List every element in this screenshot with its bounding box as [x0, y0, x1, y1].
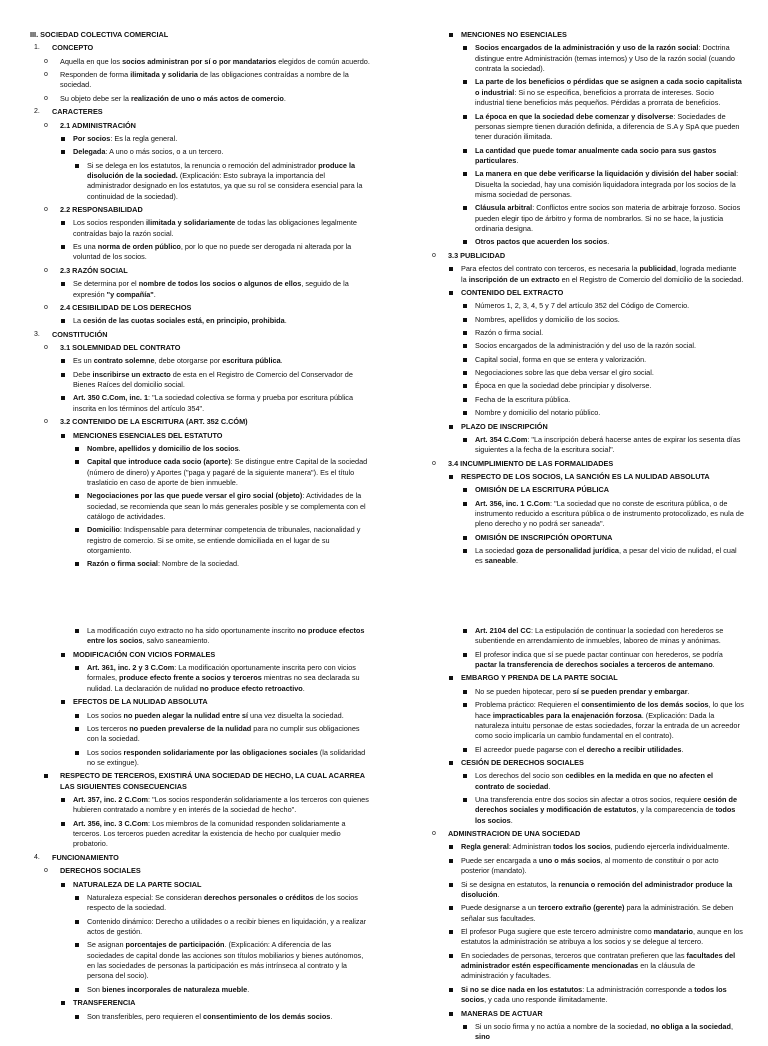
item-text: Los terceros no pueden prevalerse de la nulidad para no cumplir sus obligaciones con la sociedad. — [87, 723, 360, 744]
item-text: 3.4 INCUMPLIMIENTO DE LAS FORMALIDADES — [448, 458, 614, 468]
item-text: Puede ser encargada a uno o más socios, al momento de constituir o por acto posterior (mandato). — [461, 855, 719, 876]
item-text: Su objeto debe ser la realización de uno o más actos de comercio. — [60, 93, 286, 103]
item-text: Art. 356, inc. 3 C.Com: Los miembros de la comunidad responden solidariamente a terceros. Los terceros pueden acreditar la existencia de hecho por cualquier medio probatorio. — [73, 818, 346, 849]
list-item — [418, 203, 744, 234]
list-item — [418, 829, 744, 839]
list-item — [418, 381, 744, 391]
square-bullet-icon — [449, 845, 453, 849]
item-text: Responden de forma ilimitada y solidaria de las obligaciones contraídas a nombre de la sociedad. — [60, 70, 349, 90]
square-bullet-icon — [463, 384, 467, 388]
list-item — [418, 795, 744, 826]
item-text: La cantidad que puede tomar anualmente cada socio para sus gastos particulares. — [475, 145, 717, 165]
item-text: 2.3 RAZÓN SOCIAL — [60, 265, 128, 275]
list-item — [30, 998, 370, 1008]
square-bullet-icon — [463, 304, 467, 308]
square-bullet-icon — [61, 396, 65, 400]
list-item — [418, 472, 744, 482]
square-bullet-icon — [75, 896, 79, 900]
item-text: Domicilio: Indispensable para determinar competencia de tribunales, nacionalidad y registro de comercio. Si se omite, se entiende domiciliada en el lugar de su otorgamiento. — [87, 525, 361, 556]
square-bullet-icon — [61, 822, 65, 826]
list-item — [30, 697, 370, 707]
list-item — [30, 917, 370, 938]
square-bullet-icon — [463, 115, 467, 119]
square-bullet-icon — [463, 549, 467, 553]
list-item — [30, 316, 370, 326]
square-bullet-icon — [61, 798, 65, 802]
square-bullet-icon — [75, 988, 79, 992]
square-bullet-icon — [449, 954, 453, 958]
square-bullet-icon — [449, 475, 453, 479]
item-text: 3.2 CONTENIDO DE LA ESCRITURA (ART. 352 C.CÓM) — [60, 417, 248, 427]
list-item — [418, 112, 744, 143]
list-item — [30, 107, 370, 117]
list-item — [30, 771, 370, 792]
item-text: Una transferencia entre dos socios sin afectar a otros socios, requiere cesión de derechos sociales y modificación de estatutos, y la comparecencia de todos los socios. — [475, 795, 738, 825]
list-item — [418, 328, 744, 338]
square-bullet-icon — [463, 629, 467, 633]
square-bullet-icon — [449, 33, 453, 37]
list-marker: 4. — [34, 853, 40, 861]
square-bullet-icon — [75, 943, 79, 947]
list-item — [30, 748, 370, 769]
item-text: Nombres, apellidos y domicilio de los socios. — [475, 314, 620, 324]
square-bullet-icon — [61, 373, 65, 377]
square-bullet-icon — [449, 267, 453, 271]
item-text: Regla general: Administran todos los socios, pudiendo ejercerla individualmente. — [461, 842, 730, 852]
item-text: Números 1, 2, 3, 4, 5 y 7 del artículo 352 del Código de Comercio. — [475, 301, 690, 311]
list-item — [30, 134, 370, 144]
list-item — [30, 444, 370, 454]
square-bullet-icon — [463, 331, 467, 335]
square-bullet-icon — [75, 1015, 79, 1019]
list-item — [30, 343, 370, 353]
list-item — [30, 819, 370, 850]
square-bullet-icon — [75, 562, 79, 566]
list-item — [30, 431, 370, 441]
square-bullet-icon — [449, 930, 453, 934]
item-text: Negociaciones sobre las que deba versar el giro social. — [475, 368, 654, 378]
list-item — [30, 559, 370, 569]
item-text: Para efectos del contrato con terceros, es necesaria la publicidad, lograda mediante la inscripción de un extracto en el Registro de Comercio del domicilio de la sociedad. — [461, 264, 744, 284]
square-bullet-icon — [75, 714, 79, 718]
square-bullet-icon — [61, 221, 65, 225]
list-marker: o — [44, 418, 48, 426]
item-text: La cesión de las cuotas sociales está, en principio, prohibida. — [73, 316, 287, 326]
list-item — [418, 903, 744, 924]
item-text: Los derechos del socio son cedibles en la medida en que no afecten el contrato de sociedad. — [475, 771, 714, 791]
square-bullet-icon — [463, 798, 467, 802]
list-item — [418, 237, 744, 247]
list-item — [418, 546, 744, 567]
list-item — [418, 395, 744, 405]
list-item — [418, 626, 744, 647]
square-bullet-icon — [449, 859, 453, 863]
item-text: El profesor Puga sugiere que este tercero administre como mandatario, aunque en los estatutos la administración se atribuya a los socios y se delegue al tercero. — [461, 926, 743, 947]
list-marker: o — [44, 121, 48, 129]
square-bullet-icon — [463, 748, 467, 752]
list-item — [30, 663, 370, 694]
item-text: 2.2 RESPONSABILIDAD — [60, 205, 143, 215]
item-text: La manera en que debe verificarse la liquidación y división del haber social: Disuelta la sociedad, hay una comisión liquidadora integrada por los socios de la misma sociedad de personas. — [475, 169, 739, 200]
list-item — [418, 422, 744, 432]
list-marker: o — [44, 343, 48, 351]
list-item — [30, 626, 370, 647]
item-text: Art. 350 C.Com, inc. 1: "La sociedad colectiva se forma y prueba por escritura pública inscrita en los términos del artículo 354". — [73, 393, 354, 413]
list-marker: o — [432, 459, 436, 467]
list-item — [418, 459, 744, 469]
item-text: Capital social, forma en que se entera y valorización. — [475, 354, 647, 364]
square-bullet-icon — [61, 883, 65, 887]
list-item — [418, 1022, 744, 1043]
square-bullet-icon — [463, 206, 467, 210]
item-text: La parte de los beneficios o pérdidas que se asignen a cada socio capitalista o industrial: Si no se especifica, beneficios a prorrata de intereses. Socio industrial tiene beneficios más pequeños. Pérdidas a prorrata de beneficios. — [475, 77, 742, 108]
square-bullet-icon — [75, 494, 79, 498]
list-item — [418, 1009, 744, 1019]
list-item — [30, 525, 370, 556]
square-bullet-icon — [463, 502, 467, 506]
square-bullet-icon — [463, 411, 467, 415]
square-bullet-icon — [449, 1012, 453, 1016]
item-text: MENCIONES ESENCIALES DEL ESTATUTO — [73, 430, 223, 440]
square-bullet-icon — [449, 291, 453, 295]
list-item — [30, 393, 370, 414]
item-text: Art. 354 C.Com: "La inscripción deberá hacerse antes de expirar los sesenta días siguientes a la fecha de la escritura social". — [475, 434, 741, 455]
square-bullet-icon — [75, 751, 79, 755]
list-item — [30, 266, 370, 276]
list-item — [418, 288, 744, 298]
item-text: Naturaleza especial: Se consideran derechos personales o créditos de los socios respecto de la sociedad. — [87, 892, 358, 913]
list-item — [30, 724, 370, 745]
item-text: 3.3 PUBLICIDAD — [448, 250, 506, 260]
item-text: Fecha de la escritura pública. — [475, 394, 571, 404]
item-text: Es una norma de orden público, por lo que no puede ser derogada ni alterada por la voluntad de los socios. — [73, 242, 352, 262]
square-bullet-icon — [463, 358, 467, 362]
item-text: La modificación cuyo extracto no ha sido oportunamente inscrito no produce efectos entre los socios, salvo saneamiento. — [87, 626, 365, 646]
list-item — [30, 650, 370, 660]
list-item — [30, 121, 370, 131]
item-text: Es un contrato solemne, debe otorgarse por escritura pública. — [73, 356, 283, 366]
square-bullet-icon — [61, 319, 65, 323]
item-text: Se determina por el nombre de todos los socios o algunos de ellos, seguido de la expresión "y compañía". — [73, 279, 349, 299]
square-bullet-icon — [463, 488, 467, 492]
list-marker: o — [432, 830, 436, 838]
item-text: NATURALEZA DE LA PARTE SOCIAL — [73, 879, 202, 889]
column-top-left — [30, 30, 370, 573]
square-bullet-icon — [463, 703, 467, 707]
column-bottom-right — [418, 626, 744, 1046]
item-text: Art. 357, inc. 2 C.Com: "Los socios responderán solidariamente a los terceros con quienes hubieren contratado a nombre y en interés de la sociedad de hecho". — [73, 795, 369, 815]
item-text: Art. 356, inc. 1 C.Com: "La sociedad que no conste de escritura pública, o de instrumento reducido a escritura pública o de instrumento protocolizado, es nula de pleno derecho y no podrá ser saneada". — [475, 498, 744, 529]
item-text: EMBARGO Y PRENDA DE LA PARTE SOCIAL — [461, 673, 618, 683]
list-item — [418, 169, 744, 200]
item-text: Los socios no pueden alegar la nulidad entre sí una vez disuelta la sociedad. — [87, 710, 344, 720]
item-text: MENCIONES NO ESENCIALES — [461, 30, 567, 39]
item-text: MANERAS DE ACTUAR — [461, 1008, 543, 1018]
list-item — [418, 758, 744, 768]
item-text: Si no se dice nada en los estatutos: La administración corresponde a todos los socios, y cada uno responde ilimitadamente. — [461, 984, 727, 1005]
list-marker: o — [44, 94, 48, 102]
list-marker: o — [44, 867, 48, 875]
list-item — [418, 700, 744, 741]
square-bullet-icon — [463, 240, 467, 244]
list-item — [418, 30, 744, 40]
list-item — [30, 940, 370, 981]
list-item — [30, 866, 370, 876]
list-item — [30, 279, 370, 300]
item-text: Capital que introduce cada socio (aporte): Se distingue entre Capital de la sociedad (número de dinero) y Aportes ("paga y pagaré de la siguiente manera"). Es el título traslaticio en caso de aporte de bien inmueble. — [87, 457, 368, 487]
item-text: PLAZO DE INSCRIPCIÓN — [461, 421, 548, 431]
list-item — [30, 70, 370, 91]
square-bullet-icon — [463, 46, 467, 50]
item-text: Razón o firma social. — [475, 327, 544, 337]
item-text: Art. 2104 del CC: La estipulación de continuar la sociedad con herederos se subentiende en arrendamiento de inmuebles, laboreo de minas y anónimas. — [475, 626, 724, 646]
square-bullet-icon — [463, 536, 467, 540]
list-item — [30, 711, 370, 721]
square-bullet-icon — [75, 164, 79, 168]
item-text: Nombre, apellidos y domicilio de los socios. — [87, 443, 241, 453]
item-text: Socios encargados de la administración y uso de la razón social: Doctrina distingue entre Administración (temas internos) y Uso de la razón social (cuando contrata la sociedad). — [475, 43, 735, 74]
item-text: El acreedor puede pagarse con el derecho a recibir utilidades. — [475, 744, 684, 754]
page-top — [0, 30, 768, 569]
list-item — [30, 491, 370, 522]
item-text: Otros pactos que acuerden los socios. — [475, 237, 610, 247]
list-item — [418, 146, 744, 167]
list-item — [418, 251, 744, 261]
list-item — [418, 264, 744, 285]
item-text: TRANSFERENCIA — [73, 998, 136, 1008]
list-item — [30, 370, 370, 391]
list-marker: o — [44, 303, 48, 311]
item-text: 2.1 ADMINISTRACIÓN — [60, 120, 136, 130]
list-item — [418, 315, 744, 325]
item-text: CARACTERES — [52, 107, 103, 117]
item-text: Los socios responden solidariamente por las obligaciones sociales (la solidaridad no se extingue). — [87, 747, 366, 767]
item-text: Si un socio firma y no actúa a nombre de la sociedad, no obliga a la sociedad, sino — [475, 1021, 733, 1042]
square-bullet-icon — [75, 629, 79, 633]
page-bottom — [0, 626, 768, 1042]
list-item — [30, 43, 370, 53]
square-bullet-icon — [61, 653, 65, 657]
list-marker: o — [432, 251, 436, 259]
square-bullet-icon — [449, 761, 453, 765]
item-text: Socios encargados de la administración y del uso de la razón social. — [475, 341, 697, 351]
list-item — [30, 57, 370, 67]
item-text: CONTENIDO DEL EXTRACTO — [461, 287, 564, 297]
square-bullet-icon — [44, 774, 48, 778]
item-text: CONSTITUCIÓN — [52, 329, 108, 339]
list-item — [418, 856, 744, 877]
list-marker: 2. — [34, 108, 40, 116]
item-text: La época en que la sociedad debe comenzar y disolverse: Sociedades de personas siempre tienen duración definida, a diferencia de S.A y SpA que pueden tener duración ilimitada. — [475, 111, 740, 142]
item-text: Puede designarse a un tercero extraño (gerente) para la administración. Se deben señalar sus facultades. — [461, 903, 734, 923]
item-text: OMISIÓN DE INSCRIPCIÓN OPORTUNA — [475, 532, 613, 542]
square-bullet-icon — [463, 653, 467, 657]
item-text: RESPECTO DE LOS SOCIOS, LA SANCIÓN ES LA NULIDAD ABSOLUTA — [461, 471, 710, 481]
list-item — [30, 457, 370, 488]
item-text: Son bienes incorporales de naturaleza mueble. — [87, 984, 250, 994]
item-text: Época en que la sociedad debe principiar y disolverse. — [475, 381, 652, 391]
list-item — [30, 880, 370, 890]
item-text: En sociedades de personas, terceros que contratan prefieren que las facultades del administrador estén específicamente mencionadas en la cláusula de administración y facultades. — [461, 950, 736, 981]
list-marker: o — [44, 206, 48, 214]
square-bullet-icon — [463, 172, 467, 176]
item-text: Nombre y domicilio del notario público. — [475, 408, 601, 418]
list-item — [418, 368, 744, 378]
square-bullet-icon — [449, 425, 453, 429]
list-item — [418, 985, 744, 1006]
list-item — [418, 673, 744, 683]
square-bullet-icon — [449, 883, 453, 887]
column-top-right — [418, 30, 744, 570]
item-text: Delegada: A uno o más socios, o a un tercero. — [73, 147, 224, 157]
square-bullet-icon — [463, 1025, 467, 1029]
list-item — [418, 499, 744, 530]
square-bullet-icon — [75, 666, 79, 670]
list-item — [418, 435, 744, 456]
square-bullet-icon — [61, 282, 65, 286]
list-item — [418, 341, 744, 351]
list-marker: 3. — [34, 330, 40, 338]
item-text: Si se designa en estatutos, la renuncia o remoción del administrador produce la disolución. — [461, 879, 733, 899]
list-item — [30, 94, 370, 104]
square-bullet-icon — [463, 318, 467, 322]
list-item — [30, 303, 370, 313]
list-item — [30, 417, 370, 427]
square-bullet-icon — [75, 447, 79, 451]
square-bullet-icon — [61, 150, 65, 154]
item-text: Son transferibles, pero requieren el consentimiento de los demás socios. — [87, 1011, 333, 1021]
square-bullet-icon — [463, 80, 467, 84]
list-marker: 1. — [34, 44, 40, 52]
square-bullet-icon — [61, 434, 65, 438]
list-item — [418, 687, 744, 697]
item-text: DERECHOS SOCIALES — [60, 866, 141, 876]
list-item — [30, 218, 370, 239]
list-item — [418, 771, 744, 792]
item-text: MODIFICACIÓN CON VICIOS FORMALES — [73, 649, 216, 659]
item-text: La sociedad goza de personalidad jurídica, a pesar del vicio de nulidad, el cual es saneable. — [475, 546, 737, 566]
item-text: 2.4 CESIBILIDAD DE LOS DERECHOS — [60, 302, 192, 312]
column-bottom-left — [30, 626, 370, 1025]
list-item — [418, 301, 744, 311]
list-item — [418, 951, 744, 982]
list-item — [418, 43, 744, 74]
item-text: III. SOCIEDAD COLECTIVA COMERCIAL — [30, 30, 169, 39]
square-bullet-icon — [75, 727, 79, 731]
item-text: El profesor indica que sí se puede pactar continuar con herederos, se podría pactar la transferencia de derechos sociales a terceros de antemano. — [475, 649, 723, 670]
item-text: Debe inscribirse un extracto de esta en el Registro de Comercio del Conservador de Bienes Raíces del domicilio social. — [73, 369, 353, 390]
item-text: Art. 361, inc. 2 y 3 C.Com: La modificación oportunamente inscrita pero con vicios formales, produce efecto frente a socios y terceros mientras no sea declarada su nulidad. La declaración de nulidad no produce efecto retroactivo. — [87, 663, 360, 693]
item-text: Razón o firma social: Nombre de la sociedad. — [87, 559, 240, 569]
square-bullet-icon — [463, 690, 467, 694]
list-item — [418, 927, 744, 948]
item-text: CONCEPTO — [52, 43, 94, 53]
item-text: Si se delega en los estatutos, la renuncia o remoción del administrador produce la disolución de la sociedad. (Explicación: Esto subraya la importancia del administrador designado en los estatutos, ya que su rol se considera esencial para la continuidad de la sociedad). — [87, 160, 363, 201]
list-item — [418, 533, 744, 543]
square-bullet-icon — [75, 528, 79, 532]
list-item — [30, 161, 370, 202]
list-item — [30, 147, 370, 157]
list-marker: o — [44, 266, 48, 274]
list-item — [418, 842, 744, 852]
list-item — [30, 356, 370, 366]
item-text: CESIÓN DE DERECHOS SOCIALES — [461, 757, 584, 767]
item-text: EFECTOS DE LA NULIDAD ABSOLUTA — [73, 697, 208, 707]
list-item — [30, 242, 370, 263]
square-bullet-icon — [61, 137, 65, 141]
item-text: FUNCIONAMIENTO — [52, 852, 119, 862]
item-text: Por socios: Es la regla general. — [73, 133, 178, 143]
list-item — [30, 205, 370, 215]
item-text: Aquella en que los socios administran por sí o por mandatarios elegidos de común acuerdo. — [60, 56, 370, 66]
square-bullet-icon — [463, 398, 467, 402]
list-item — [30, 795, 370, 816]
square-bullet-icon — [449, 988, 453, 992]
list-item — [30, 30, 370, 40]
square-bullet-icon — [463, 774, 467, 778]
list-item — [418, 77, 744, 108]
list-marker: o — [44, 57, 48, 65]
item-text: Negociaciones por las que puede versar el giro social (objeto): Actividades de la sociedad, se recomienda que sean lo más generales posible y se complementa con el catálogo de actividades. — [87, 491, 366, 522]
square-bullet-icon — [61, 1001, 65, 1005]
item-text: Contenido dinámico: Derecho a utilidades o a recibir bienes en liquidación, y a realizar actos de gestión. — [87, 916, 367, 936]
list-item — [30, 330, 370, 340]
item-text: No se pueden hipotecar, pero sí se pueden prendar y embargar. — [475, 686, 690, 696]
square-bullet-icon — [75, 920, 79, 924]
list-item — [418, 650, 744, 671]
item-text: RESPECTO DE TERCEROS, EXISTIRÁ UNA SOCIEDAD DE HECHO, LA CUAL ACARREA LAS SIGUIENTES CONSECUENCIAS — [60, 771, 365, 791]
square-bullet-icon — [463, 438, 467, 442]
square-bullet-icon — [463, 344, 467, 348]
item-text: ADMINSTRACION DE UNA SOCIEDAD — [448, 829, 581, 839]
list-marker: o — [44, 71, 48, 79]
square-bullet-icon — [61, 359, 65, 363]
list-item — [418, 485, 744, 495]
square-bullet-icon — [449, 906, 453, 910]
square-bullet-icon — [75, 460, 79, 464]
square-bullet-icon — [61, 700, 65, 704]
list-item — [30, 893, 370, 914]
list-item — [418, 408, 744, 418]
square-bullet-icon — [61, 245, 65, 249]
square-bullet-icon — [463, 371, 467, 375]
list-item — [418, 745, 744, 755]
item-text: Los socios responden ilimitada y solidariamente de todas las obligaciones legalmente contraídas bajo la razón social. — [73, 218, 357, 238]
square-bullet-icon — [449, 676, 453, 680]
item-text: Se asignan porcentajes de participación. (Explicación: A diferencia de las sociedades de capital donde las acciones son títulos mobiliarios y bienes autónomos, en las sociedades de personas la participación es más intrínseca al contrato y la persona del socio). — [87, 940, 364, 981]
list-item — [30, 1012, 370, 1022]
list-item — [30, 985, 370, 995]
item-text: 3.1 SOLEMNIDAD DEL CONTRATO — [60, 342, 181, 352]
item-text: Cláusula arbitral: Conflictos entre socios son materia de arbitraje forzoso. Socios pueden elegir tipo de árbitro y forma de nombrarlos. Si no se hace, la justicia ordinaria designa. — [475, 203, 741, 234]
item-text: Problema práctico: Requieren el consentimiento de los demás socios, lo que los hace impracticables para la enajenación forzosa. (Explicación: Dada la naturaleza intuitu personae de estas sociedades, forzar la entrada de un acreedor como socio implicaría un cambio fundamental en el contrato). — [475, 700, 744, 741]
item-text: OMISIÓN DE LA ESCRITURA PÚBLICA — [475, 485, 610, 495]
list-item — [418, 355, 744, 365]
square-bullet-icon — [463, 149, 467, 153]
list-item — [418, 880, 744, 901]
list-item — [30, 853, 370, 863]
